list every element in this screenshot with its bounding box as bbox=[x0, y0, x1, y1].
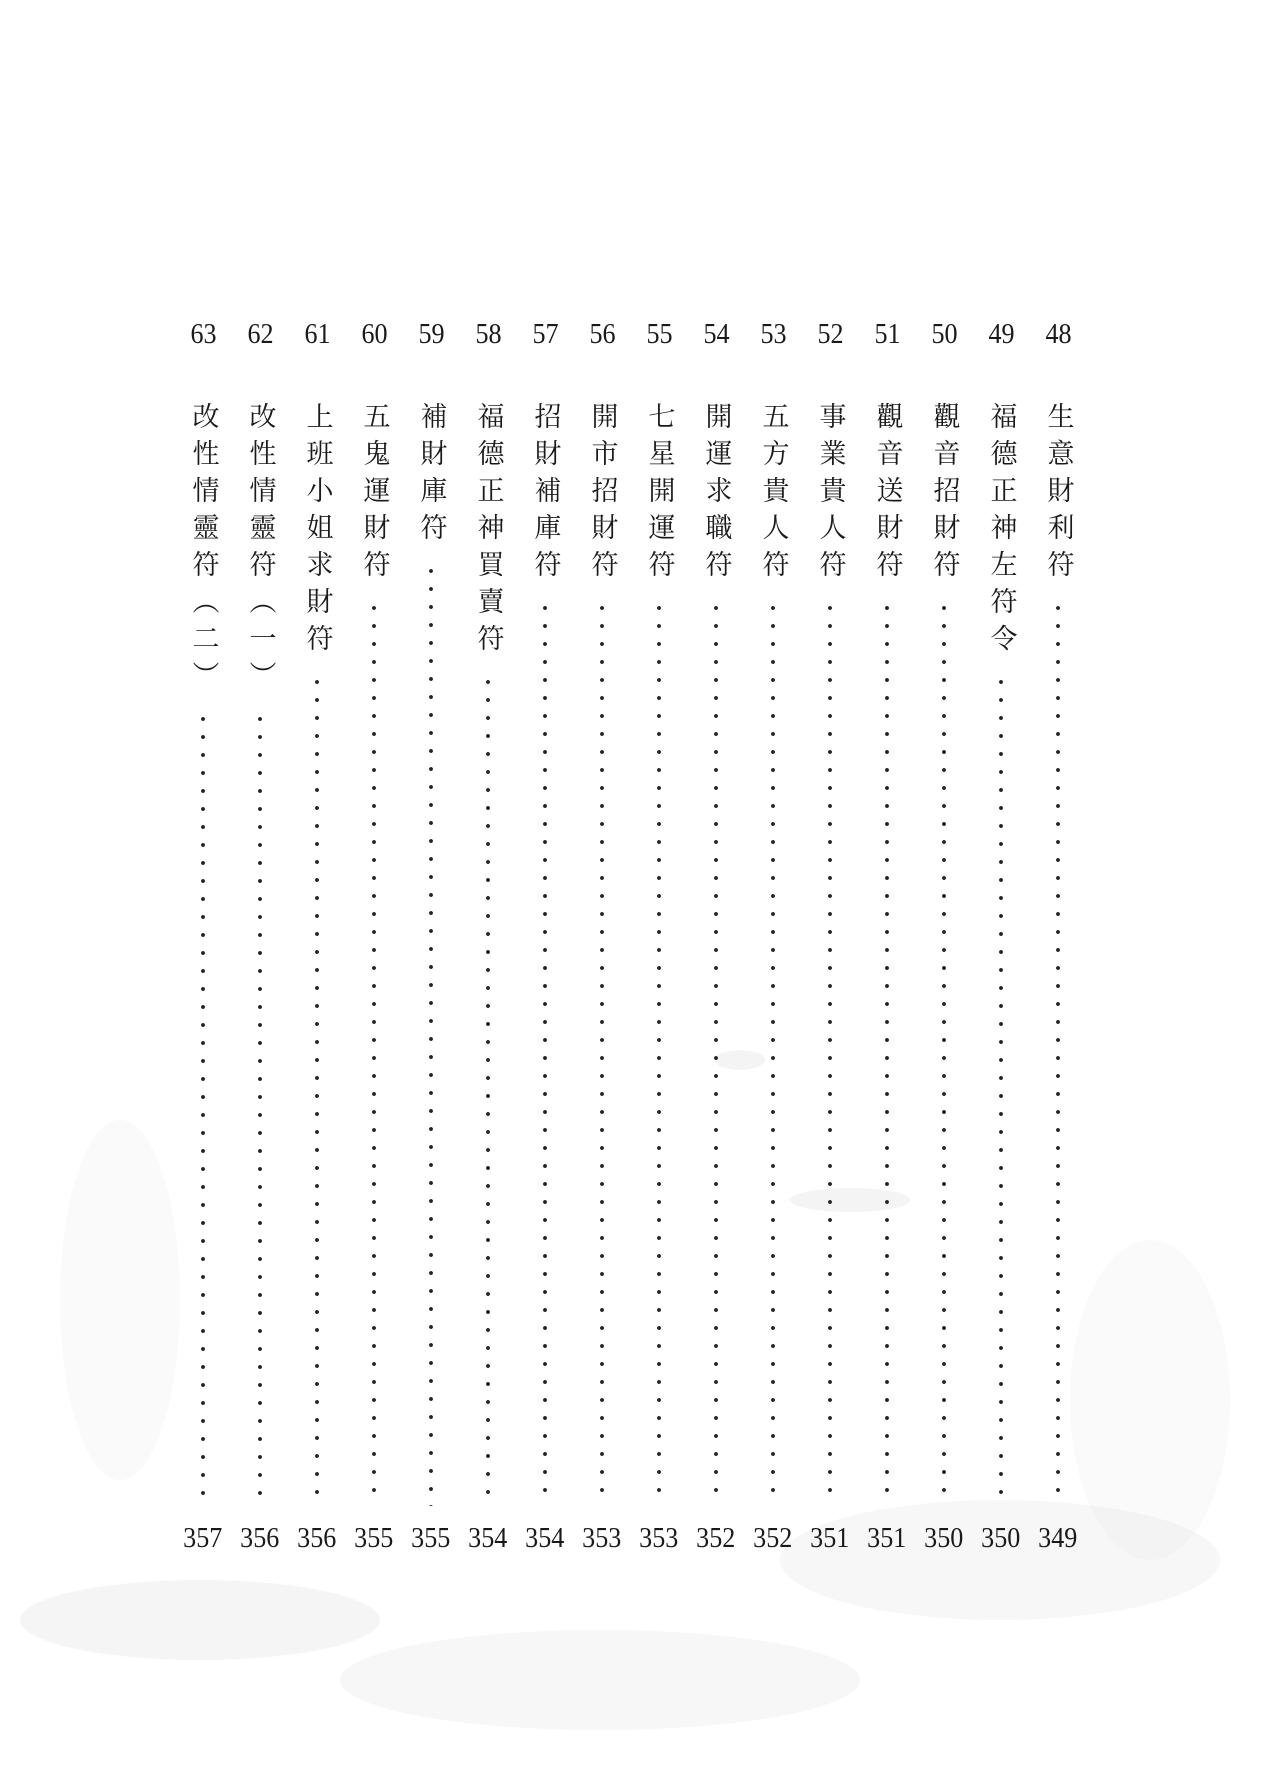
entry-number: 48 bbox=[1044, 318, 1072, 350]
entry-number: 52 bbox=[816, 318, 844, 350]
toc-entry[interactable] bbox=[977, 316, 1025, 1556]
entry-page-number: 352 bbox=[696, 1522, 736, 1554]
entry-number: 56 bbox=[588, 318, 616, 350]
toc-entry[interactable] bbox=[578, 316, 626, 1556]
dot-leader bbox=[315, 673, 319, 1506]
toc-entry[interactable] bbox=[350, 316, 398, 1556]
entry-number: 60 bbox=[360, 318, 388, 350]
entry-page-number: 356 bbox=[240, 1522, 280, 1554]
dot-leader bbox=[543, 599, 547, 1506]
entry-title: 生意財利符 bbox=[1042, 402, 1074, 587]
dot-leader bbox=[942, 599, 946, 1506]
entry-title: 上班小姐求財符 bbox=[301, 402, 333, 661]
entry-page-number: 354 bbox=[525, 1522, 565, 1554]
dot-leader bbox=[999, 673, 1003, 1506]
toc-entry[interactable] bbox=[749, 316, 797, 1556]
entry-number: 55 bbox=[645, 318, 673, 350]
dot-leader bbox=[1056, 599, 1060, 1506]
entry-title: 七星開運符 bbox=[643, 402, 675, 587]
entry-page-number: 350 bbox=[981, 1522, 1021, 1554]
toc-entry[interactable] bbox=[464, 316, 512, 1556]
entry-title: 事業貴人符 bbox=[814, 402, 846, 587]
entry-page-number: 350 bbox=[924, 1522, 964, 1554]
entry-title: 改性情靈符（一） bbox=[244, 402, 276, 698]
entry-page-number: 353 bbox=[639, 1522, 679, 1554]
entry-page-number: 357 bbox=[183, 1522, 223, 1554]
toc-entry[interactable] bbox=[521, 316, 569, 1556]
entry-page-number: 349 bbox=[1038, 1522, 1078, 1554]
entry-title: 觀音招財符 bbox=[928, 402, 960, 587]
dot-leader bbox=[657, 599, 661, 1506]
toc-entry[interactable] bbox=[692, 316, 740, 1556]
entry-number: 53 bbox=[759, 318, 787, 350]
entry-title: 五鬼運財符 bbox=[358, 402, 390, 587]
entry-page-number: 352 bbox=[753, 1522, 793, 1554]
entry-title: 補財庫符 bbox=[415, 402, 447, 550]
dot-leader bbox=[828, 599, 832, 1506]
entry-number: 62 bbox=[246, 318, 274, 350]
entry-page-number: 351 bbox=[867, 1522, 907, 1554]
dot-leader bbox=[885, 599, 889, 1506]
entry-number: 61 bbox=[303, 318, 331, 350]
entry-page-number: 353 bbox=[582, 1522, 622, 1554]
entry-title: 福德正神買賣符 bbox=[472, 402, 504, 661]
entry-number: 49 bbox=[987, 318, 1015, 350]
entry-title: 福德正神左符令 bbox=[985, 402, 1017, 661]
dot-leader bbox=[600, 599, 604, 1506]
entry-title: 五方貴人符 bbox=[757, 402, 789, 587]
dot-leader bbox=[429, 562, 433, 1506]
entry-page-number: 355 bbox=[411, 1522, 451, 1554]
entry-page-number: 354 bbox=[468, 1522, 508, 1554]
toc-entry[interactable] bbox=[806, 316, 854, 1556]
dot-leader bbox=[486, 673, 490, 1506]
toc-entry[interactable] bbox=[179, 316, 227, 1556]
entry-title: 招財補庫符 bbox=[529, 402, 561, 587]
entry-title: 開運求職符 bbox=[700, 402, 732, 587]
toc-entry[interactable] bbox=[863, 316, 911, 1556]
dot-leader bbox=[714, 599, 718, 1506]
entry-number: 59 bbox=[417, 318, 445, 350]
entry-page-number: 351 bbox=[810, 1522, 850, 1554]
entry-number: 63 bbox=[189, 318, 217, 350]
dot-leader bbox=[201, 710, 205, 1506]
toc-entry[interactable] bbox=[920, 316, 968, 1556]
entry-title: 改性情靈符（二） bbox=[187, 402, 219, 698]
toc-entry[interactable] bbox=[236, 316, 284, 1556]
entry-title: 觀音送財符 bbox=[871, 402, 903, 587]
entry-number: 58 bbox=[474, 318, 502, 350]
toc-entry[interactable] bbox=[407, 316, 455, 1556]
toc-entry[interactable] bbox=[1034, 316, 1082, 1556]
entry-number: 51 bbox=[873, 318, 901, 350]
entry-number: 57 bbox=[531, 318, 559, 350]
entry-title: 開市招財符 bbox=[586, 402, 618, 587]
toc-entry[interactable] bbox=[635, 316, 683, 1556]
entry-number: 54 bbox=[702, 318, 730, 350]
dot-leader bbox=[258, 710, 262, 1506]
entry-page-number: 356 bbox=[297, 1522, 337, 1554]
dot-leader bbox=[771, 599, 775, 1506]
entry-page-number: 355 bbox=[354, 1522, 394, 1554]
entry-number: 50 bbox=[930, 318, 958, 350]
dot-leader bbox=[372, 599, 376, 1506]
toc-entry[interactable] bbox=[293, 316, 341, 1556]
